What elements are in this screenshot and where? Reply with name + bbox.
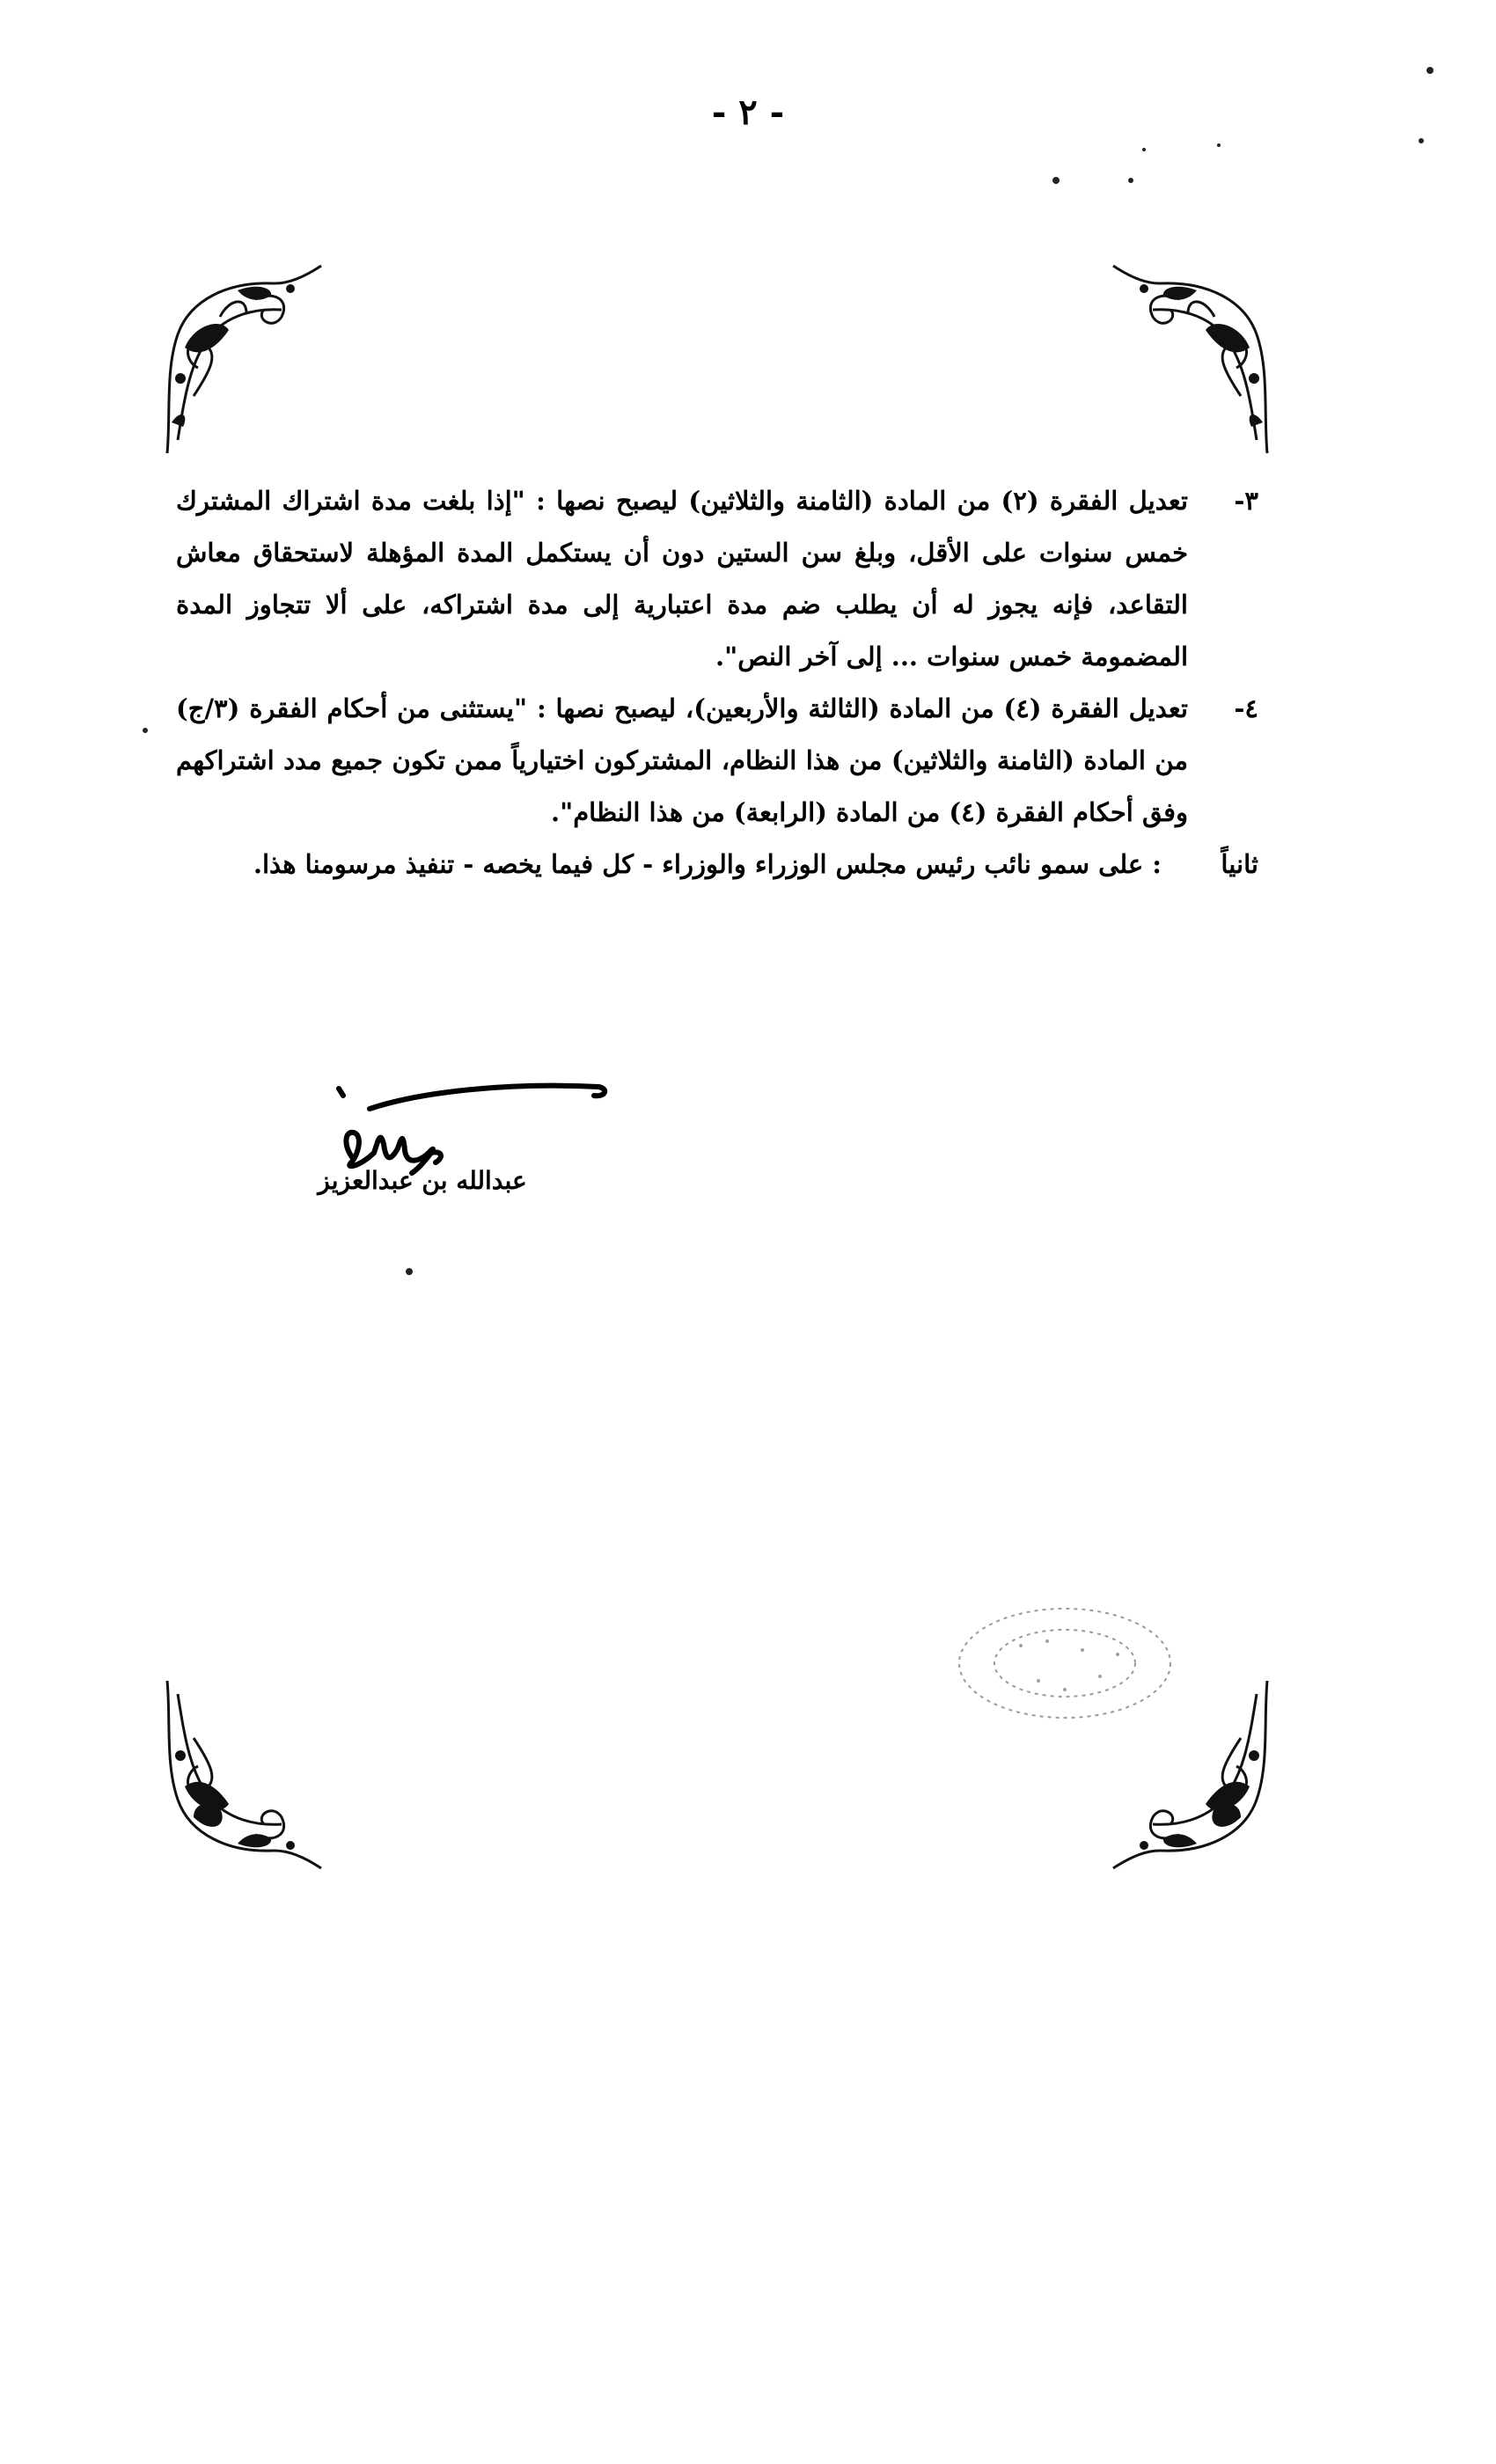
decree-second-clause [176,839,1258,891]
ornament-corner-icon [158,264,326,458]
ornament-corner-icon [158,1676,326,1870]
ornament-corner-top-left [158,264,326,458]
item-number: ٣- [1234,486,1258,516]
item-text: تعديل الفقرة (٤) من المادة (الثالثة والأربعين)، ليصبح نصها : "يستثنى من أحكام الفقرة (٣/ج) من المادة (الثامنة والثلاثين) من هذا النظام، المشتركون اختيارياً ممن تكون جميع مدد اشتراكهم وفق أحكام الفقرة (٤) من المادة (الرابعة) من هذا النظام". [176,693,1188,827]
ornament-corner-top-right [1109,264,1276,458]
decree-item-4 [176,683,1258,839]
decree-body [176,475,1258,891]
page-number: - ٢ - [711,92,785,133]
official-stamp [933,1593,1197,1734]
decree-item-3 [176,475,1258,683]
signer-name: عبدالله بن عبدالعزيز [318,1166,527,1195]
clause-text: : على سمو نائب رئيس مجلس الوزراء والوزراء - كل فيما يخصه - تنفيذ مرسومنا هذا. [253,849,1162,879]
item-number: ٤- [1234,693,1258,723]
ornament-corner-bottom-left [158,1676,326,1870]
clause-label: ثانياً [1221,849,1258,879]
item-text: تعديل الفقرة (٢) من المادة (الثامنة والثلاثين) ليصبح نصها : "إذا بلغت مدة اشتراك المشترك خمس سنوات على الأقل، وبلغ سن الستين دون أن يستكمل المدة المؤهلة لاستحقاق معاش التقاعد، فإنه يجوز له أن يطلب ضم مدة اعتبارية إلى مدة اشتراكه، على ألا تتجاوز المدة المضمومة خمس سنوات ... إلى آخر النص". [176,486,1188,671]
ornament-corner-icon [1109,264,1276,458]
